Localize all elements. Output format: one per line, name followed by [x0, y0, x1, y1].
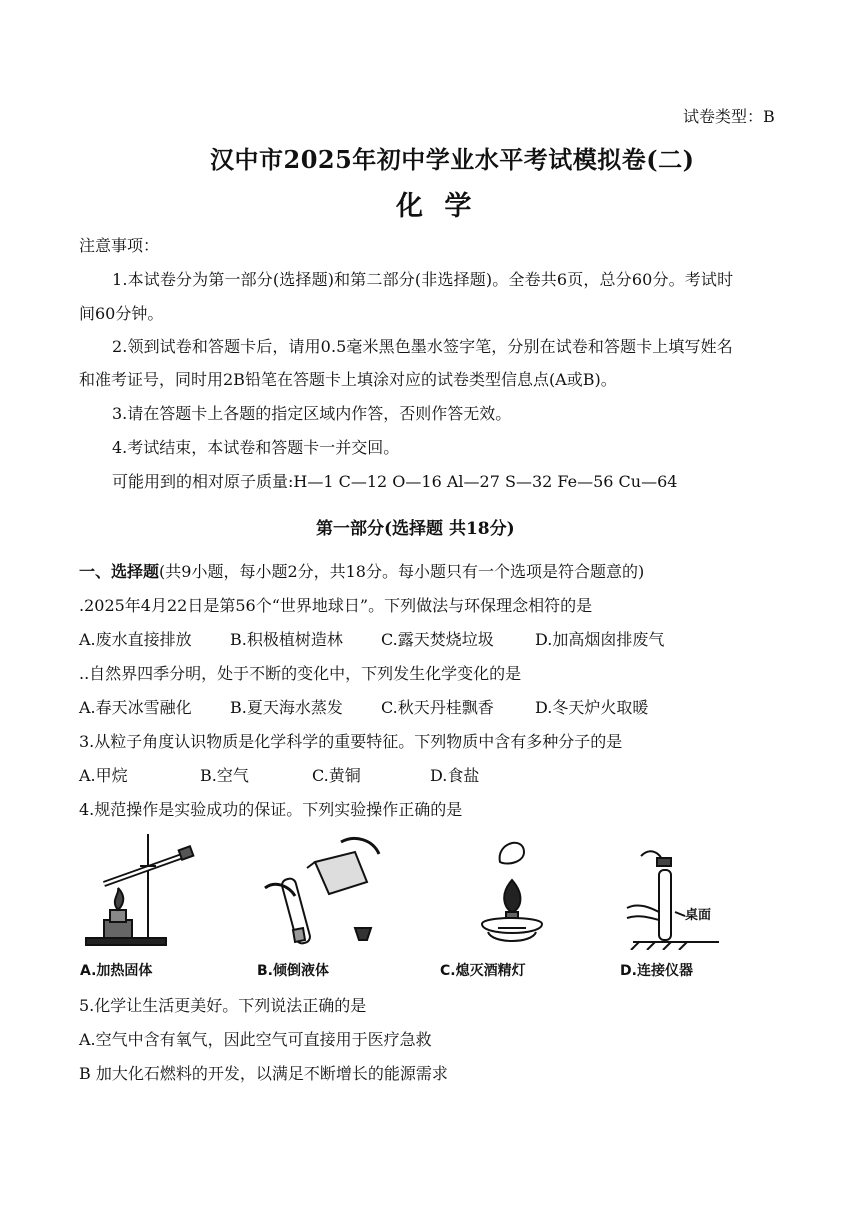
figure-connecting-instruments	[625, 832, 725, 950]
question-2-option-b: B.夏天海水蒸发	[230, 698, 343, 717]
atomic-mass-line: 可能用到的相对原子质量:H—1 C—12 O—16 Al—27 S—32 Fe—56 Cu—64	[112, 472, 678, 491]
figure-alcohol-lamp	[462, 832, 572, 950]
question-2-option-c: C.秋天丹桂飘香	[381, 698, 494, 717]
figure-a-caption: A.加热固体	[80, 963, 153, 979]
figure-heating-solid	[80, 832, 200, 950]
question-3-option-d: D.食盐	[430, 766, 480, 785]
figure-pouring-liquid	[255, 832, 385, 950]
section-heading	[79, 562, 644, 582]
question-1-option-d: D.加高烟囱排废气	[535, 630, 665, 649]
question-3-option-b: B.空气	[200, 766, 249, 785]
notice-item-4: 4.考试结束，本试卷和答题卡一并交回。	[112, 438, 400, 457]
question-1-option-c: C.露天焚烧垃圾	[381, 630, 494, 649]
paper-type-label: 试卷类型：B	[683, 107, 775, 126]
section-note: (共9小题，每小题2分，共18分。每小题只有一个选项是符合题意的)	[159, 562, 645, 581]
subject-title: 化 学	[396, 191, 478, 222]
figure-d-caption: D.连接仪器	[620, 963, 693, 979]
question-3-option-c: C.黄铜	[312, 766, 361, 785]
notice-item-3: 3.请在答题卡上各题的指定区域内作答，否则作答无效。	[112, 404, 512, 423]
notice-item-2-cont: 和准考证号，同时用2B铅笔在答题卡上填涂对应的试卷类型信息点(A或B)。	[79, 370, 617, 389]
question-5-option-a: A.空气中含有氧气，因此空气可直接用于医疗急救	[79, 1030, 432, 1049]
question-2-option-d: D.冬天炉火取暖	[535, 698, 649, 717]
question-2-stem: ..自然界四季分明，处于不断的变化中，下列发生化学变化的是	[79, 664, 522, 683]
figure-d-desk-label: 桌面	[685, 908, 712, 923]
exam-title: 汉中市2025年初中学业水平考试模拟卷(二)	[210, 145, 695, 174]
figure-b-caption: B.倾倒液体	[257, 963, 329, 979]
notice-item-1-cont: 间60分钟。	[79, 304, 164, 323]
question-5-option-b: B 加大化石燃料的开发，以满足不断增长的能源需求	[79, 1064, 448, 1083]
question-1-option-b: B.积极植树造林	[230, 630, 343, 649]
question-3-option-a: A.甲烷	[79, 766, 128, 785]
question-4-stem: 4.规范操作是实验成功的保证。下列实验操作正确的是	[79, 800, 463, 819]
figure-c-caption: C.熄灭酒精灯	[440, 963, 526, 979]
part1-title: 第一部分(选择题 共18分)	[316, 519, 515, 539]
question-3-stem: 3.从粒子角度认识物质是化学科学的重要特征。下列物质中含有多种分子的是	[79, 732, 623, 751]
question-5-stem: 5.化学让生活更美好。下列说法正确的是	[79, 996, 367, 1015]
notice-item-1: 1.本试卷分为第一部分(选择题)和第二部分(非选择题)。全卷共6页，总分60分。考试时	[112, 270, 734, 289]
section-label: 一、选择题	[79, 562, 160, 581]
question-2-option-a: A.春天冰雪融化	[79, 698, 192, 717]
question-1-stem: .2025年4月22日是第56个“世界地球日”。下列做法与环保理念相符的是	[79, 596, 593, 615]
question-1-option-a: A.废水直接排放	[79, 630, 192, 649]
notice-item-2: 2.领到试卷和答题卡后，请用0.5毫米黑色墨水签字笔，分别在试卷和答题卡上填写姓名	[112, 337, 733, 356]
notice-heading: 注意事项：	[79, 236, 160, 255]
